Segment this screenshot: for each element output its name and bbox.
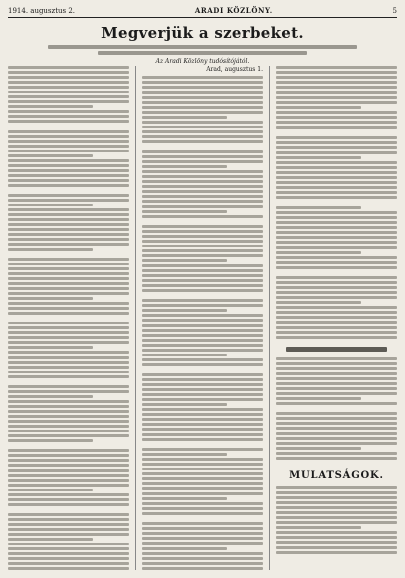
text-line-placeholder: [8, 208, 129, 211]
text-line-placeholder: [8, 297, 93, 300]
text-line-placeholder: [276, 81, 397, 84]
text-line-placeholder: [142, 438, 263, 441]
text-line-placeholder: [142, 175, 263, 178]
text-line-placeholder: [8, 547, 129, 550]
text-line-placeholder: [276, 186, 397, 189]
text-line-placeholder: [142, 111, 263, 114]
text-line-placeholder: [8, 543, 129, 546]
text-line-placeholder: [276, 256, 397, 259]
text-line-placeholder: [276, 377, 397, 380]
text-line-placeholder: [276, 326, 397, 329]
text-line-placeholder: [142, 458, 263, 461]
text-line-placeholder: [142, 354, 227, 357]
text-line-placeholder: [276, 511, 397, 514]
text-line-placeholder: [276, 276, 397, 279]
text-line-placeholder: [142, 472, 263, 475]
text-line-placeholder: [276, 226, 397, 229]
text-line-placeholder: [8, 493, 129, 496]
text-column-2: [135, 66, 263, 570]
text-line-placeholder: [276, 452, 397, 455]
text-line-placeholder: [276, 301, 361, 304]
text-line-placeholder: [276, 91, 397, 94]
text-line-placeholder: [8, 336, 129, 339]
text-line-placeholder: [8, 243, 129, 246]
text-line-placeholder: [8, 105, 93, 108]
article-byline: Az Aradi Közlöny tudósítójától.: [155, 58, 250, 65]
text-line-placeholder: [8, 533, 129, 536]
text-line-placeholder: [142, 215, 263, 218]
text-line-placeholder: [142, 383, 263, 386]
text-line-placeholder: [8, 425, 129, 428]
text-line-placeholder: [142, 96, 263, 99]
text-line-placeholder: [142, 254, 263, 257]
text-line-placeholder: [276, 417, 397, 420]
text-line-placeholder: [142, 304, 263, 307]
text-line-placeholder: [276, 551, 397, 554]
text-line-placeholder: [8, 228, 129, 231]
text-line-placeholder: [142, 373, 263, 376]
page-number: 5: [392, 7, 397, 15]
text-line-placeholder: [8, 81, 129, 84]
text-line-placeholder: [276, 266, 397, 269]
text-line-placeholder: [8, 484, 129, 487]
text-line-placeholder: [276, 106, 361, 109]
text-line-placeholder: [8, 356, 129, 359]
text-line-placeholder: [142, 487, 263, 490]
text-line-placeholder: [8, 150, 129, 153]
text-line-placeholder: [142, 423, 263, 426]
text-line-placeholder: [276, 156, 361, 159]
text-line-placeholder: [142, 433, 263, 436]
text-line-placeholder: [8, 385, 129, 388]
text-line-placeholder: [8, 518, 129, 521]
text-line-placeholder: [276, 191, 397, 194]
text-line-placeholder: [276, 372, 397, 375]
text-line-placeholder: [142, 279, 263, 282]
text-line-placeholder: [276, 541, 397, 544]
text-line-placeholder: [8, 415, 129, 418]
text-line-placeholder: [142, 165, 227, 168]
text-line-placeholder: [276, 291, 397, 294]
text-line-placeholder: [8, 459, 129, 462]
text-line-placeholder: [276, 151, 397, 154]
text-line-placeholder: [142, 274, 263, 277]
text-line-placeholder: [8, 199, 129, 202]
text-line-placeholder: [142, 81, 263, 84]
text-line-placeholder: [8, 489, 93, 492]
text-line-placeholder: [276, 321, 397, 324]
text-line-placeholder: [276, 316, 397, 319]
text-line-placeholder: [276, 531, 397, 534]
text-line-placeholder: [8, 322, 129, 325]
text-line-placeholder: [142, 200, 263, 203]
text-line-placeholder: [8, 302, 129, 305]
text-line-placeholder: [142, 522, 263, 525]
text-line-placeholder: [8, 479, 129, 482]
text-line-placeholder: [8, 292, 129, 295]
text-line-placeholder: [276, 296, 397, 299]
text-line-placeholder: [276, 281, 397, 284]
article-subheadline-unreadable: [48, 45, 357, 49]
text-line-placeholder: [8, 523, 129, 526]
issue-date: 1914. augusztus 2.: [8, 7, 76, 15]
text-line-placeholder: [8, 267, 129, 270]
text-line-placeholder: [142, 240, 263, 243]
article-dateline: Arad, augusztus 1.: [206, 66, 263, 73]
text-line-placeholder: [276, 221, 397, 224]
text-line-placeholder: [142, 91, 263, 94]
text-line-placeholder: [276, 382, 397, 385]
text-line-placeholder: [8, 454, 129, 457]
text-line-placeholder: [276, 402, 397, 405]
text-line-placeholder: [142, 76, 263, 79]
text-line-placeholder: [142, 155, 263, 158]
text-line-placeholder: [8, 371, 129, 374]
text-line-placeholder: [276, 251, 361, 254]
text-line-placeholder: [142, 195, 263, 198]
text-line-placeholder: [8, 184, 129, 187]
text-line-placeholder: [276, 146, 397, 149]
section-headline-unreadable: [286, 347, 387, 352]
text-line-placeholder: [142, 537, 263, 540]
text-line-placeholder: [142, 225, 263, 228]
text-line-placeholder: [8, 71, 129, 74]
text-line-placeholder: [276, 427, 397, 430]
text-line-placeholder: [276, 526, 361, 529]
text-line-placeholder: [142, 150, 263, 153]
text-line-placeholder: [8, 434, 129, 437]
text-line-placeholder: [142, 334, 263, 337]
text-line-placeholder: [276, 457, 397, 460]
text-line-placeholder: [8, 341, 129, 344]
text-line-placeholder: [8, 263, 129, 266]
text-line-placeholder: [276, 241, 397, 244]
text-line-placeholder: [8, 439, 93, 442]
text-line-placeholder: [8, 86, 129, 89]
text-line-placeholder: [8, 258, 129, 261]
text-line-placeholder: [276, 166, 397, 169]
text-line-placeholder: [8, 194, 129, 197]
text-line-placeholder: [142, 339, 263, 342]
text-line-placeholder: [8, 110, 129, 113]
text-line-placeholder: [8, 375, 129, 378]
text-line-placeholder: [142, 135, 263, 138]
text-line-placeholder: [142, 324, 263, 327]
text-line-placeholder: [142, 101, 263, 104]
text-line-placeholder: [276, 181, 397, 184]
text-line-placeholder: [276, 412, 397, 415]
text-line-placeholder: [276, 536, 397, 539]
text-line-placeholder: [276, 71, 397, 74]
text-line-placeholder: [8, 282, 129, 285]
text-line-placeholder: [142, 126, 263, 129]
text-line-placeholder: [8, 248, 93, 251]
text-line-placeholder: [142, 264, 263, 267]
text-line-placeholder: [276, 136, 397, 139]
text-line-placeholder: [276, 66, 397, 69]
text-line-placeholder: [8, 100, 129, 103]
text-line-placeholder: [142, 463, 263, 466]
text-line-placeholder: [142, 140, 263, 143]
text-line-placeholder: [142, 309, 227, 312]
text-line-placeholder: [8, 430, 129, 433]
article-subheadline-unreadable-2: [98, 51, 307, 55]
text-line-placeholder: [142, 190, 263, 193]
text-line-placeholder: [142, 160, 263, 163]
text-line-placeholder: [8, 449, 129, 452]
text-line-placeholder: [276, 367, 397, 370]
text-line-placeholder: [142, 319, 263, 322]
text-line-placeholder: [142, 497, 227, 500]
text-line-placeholder: [8, 66, 129, 69]
text-line-placeholder: [276, 171, 397, 174]
text-line-placeholder: [8, 130, 129, 133]
text-line-placeholder: [276, 491, 397, 494]
text-line-placeholder: [276, 506, 397, 509]
text-line-placeholder: [8, 277, 129, 280]
text-line-placeholder: [8, 159, 129, 162]
text-line-placeholder: [8, 164, 129, 167]
text-line-placeholder: [276, 387, 397, 390]
text-line-placeholder: [142, 299, 263, 302]
text-line-placeholder: [142, 408, 263, 411]
text-line-placeholder: [276, 211, 397, 214]
text-line-placeholder: [8, 513, 129, 516]
text-line-placeholder: [276, 336, 397, 339]
text-line-placeholder: [142, 547, 227, 550]
text-line-placeholder: [142, 185, 263, 188]
text-line-placeholder: [8, 528, 129, 531]
text-line-placeholder: [142, 403, 227, 406]
text-line-placeholder: [276, 236, 397, 239]
text-line-placeholder: [276, 331, 397, 334]
text-line-placeholder: [142, 210, 227, 213]
text-line-placeholder: [142, 363, 263, 366]
text-line-placeholder: [276, 501, 397, 504]
text-line-placeholder: [8, 115, 129, 118]
article-columns: [8, 66, 397, 570]
text-line-placeholder: [276, 392, 397, 395]
text-line-placeholder: [8, 464, 129, 467]
text-line-placeholder: [276, 176, 397, 179]
text-line-placeholder: [142, 453, 227, 456]
text-line-placeholder: [8, 395, 93, 398]
text-line-placeholder: [142, 205, 263, 208]
text-line-placeholder: [142, 552, 263, 555]
text-line-placeholder: [8, 154, 93, 157]
text-line-placeholder: [8, 562, 129, 565]
text-line-placeholder: [8, 218, 129, 221]
text-line-placeholder: [276, 306, 397, 309]
text-line-placeholder: [8, 120, 129, 123]
text-line-placeholder: [142, 358, 263, 361]
text-line-placeholder: [142, 249, 263, 252]
text-line-placeholder: [276, 86, 397, 89]
text-line-placeholder: [276, 246, 397, 249]
text-line-placeholder: [8, 233, 129, 236]
text-line-placeholder: [276, 362, 397, 365]
text-line-placeholder: [142, 289, 263, 292]
text-line-placeholder: [276, 432, 397, 435]
text-line-placeholder: [142, 230, 263, 233]
text-line-placeholder: [142, 492, 263, 495]
text-line-placeholder: [276, 111, 397, 114]
text-line-placeholder: [8, 169, 129, 172]
text-line-placeholder: [8, 474, 129, 477]
text-line-placeholder: [142, 448, 263, 451]
text-line-placeholder: [142, 542, 263, 545]
text-line-placeholder: [142, 557, 263, 560]
text-line-placeholder: [276, 447, 361, 450]
text-line-placeholder: [8, 351, 129, 354]
text-line-placeholder: [8, 538, 93, 541]
text-line-placeholder: [8, 238, 129, 241]
text-line-placeholder: [276, 206, 361, 209]
text-line-placeholder: [142, 378, 263, 381]
text-line-placeholder: [276, 496, 397, 499]
text-line-placeholder: [276, 357, 397, 360]
text-line-placeholder: [142, 235, 263, 238]
newspaper-title: ARADI KÖZLÖNY.: [194, 6, 273, 15]
text-line-placeholder: [8, 361, 129, 364]
text-line-placeholder: [276, 516, 397, 519]
text-line-placeholder: [142, 86, 263, 89]
text-line-placeholder: [8, 400, 129, 403]
section-title: MULATSÁGOK.: [289, 470, 384, 481]
text-line-placeholder: [8, 390, 129, 393]
text-column-1: [8, 66, 129, 570]
masthead: [8, 6, 397, 18]
text-line-placeholder: [276, 311, 397, 314]
text-line-placeholder: [142, 398, 263, 401]
text-line-placeholder: [8, 135, 129, 138]
text-line-placeholder: [142, 121, 263, 124]
text-line-placeholder: [8, 204, 93, 207]
text-line-placeholder: [8, 91, 129, 94]
text-line-placeholder: [8, 76, 129, 79]
text-line-placeholder: [8, 307, 129, 310]
text-line-placeholder: [142, 314, 263, 317]
text-line-placeholder: [8, 366, 129, 369]
text-line-placeholder: [142, 418, 263, 421]
text-line-placeholder: [142, 413, 263, 416]
text-line-placeholder: [8, 213, 129, 216]
text-line-placeholder: [142, 170, 263, 173]
text-line-placeholder: [8, 145, 129, 148]
text-line-placeholder: [8, 346, 93, 349]
text-line-placeholder: [142, 106, 263, 109]
text-line-placeholder: [8, 420, 129, 423]
text-line-placeholder: [8, 469, 129, 472]
text-line-placeholder: [142, 116, 227, 119]
article-headline: Megverjük a szerbeket.: [101, 24, 304, 42]
text-line-placeholder: [276, 521, 397, 524]
text-line-placeholder: [142, 259, 227, 262]
text-line-placeholder: [142, 180, 263, 183]
text-line-placeholder: [142, 245, 263, 248]
text-line-placeholder: [276, 261, 397, 264]
text-line-placeholder: [8, 179, 129, 182]
text-line-placeholder: [8, 326, 129, 329]
text-line-placeholder: [8, 223, 129, 226]
text-line-placeholder: [8, 503, 129, 506]
text-line-placeholder: [276, 397, 361, 400]
text-line-placeholder: [8, 331, 129, 334]
text-line-placeholder: [276, 442, 397, 445]
text-line-placeholder: [8, 567, 129, 570]
text-line-placeholder: [142, 388, 263, 391]
text-line-placeholder: [142, 428, 263, 431]
text-line-placeholder: [142, 284, 263, 287]
text-line-placeholder: [142, 130, 263, 133]
text-line-placeholder: [142, 562, 263, 565]
text-line-placeholder: [276, 121, 397, 124]
text-line-placeholder: [276, 161, 397, 164]
text-line-placeholder: [142, 527, 263, 530]
text-line-placeholder: [142, 507, 263, 510]
text-line-placeholder: [8, 557, 129, 560]
text-line-placeholder: [276, 437, 397, 440]
text-line-placeholder: [8, 552, 129, 555]
text-line-placeholder: [276, 216, 397, 219]
text-line-placeholder: [276, 76, 397, 79]
text-line-placeholder: [8, 498, 129, 501]
text-line-placeholder: [8, 410, 129, 413]
text-line-placeholder: [276, 96, 397, 99]
text-line-placeholder: [142, 502, 263, 505]
text-line-placeholder: [8, 95, 129, 98]
text-line-placeholder: [276, 231, 397, 234]
text-line-placeholder: [142, 329, 263, 332]
text-line-placeholder: [8, 174, 129, 177]
text-line-placeholder: [8, 405, 129, 408]
text-line-placeholder: [8, 272, 129, 275]
text-line-placeholder: [142, 532, 263, 535]
text-line-placeholder: [276, 141, 397, 144]
text-line-placeholder: [142, 512, 263, 515]
text-line-placeholder: [142, 349, 263, 352]
text-line-placeholder: [142, 344, 263, 347]
text-line-placeholder: [142, 269, 263, 272]
text-line-placeholder: [276, 286, 397, 289]
text-line-placeholder: [276, 126, 397, 129]
text-line-placeholder: [276, 196, 397, 199]
text-line-placeholder: [142, 477, 263, 480]
text-line-placeholder: [142, 468, 263, 471]
text-line-placeholder: [276, 422, 397, 425]
text-line-placeholder: [276, 486, 397, 489]
text-line-placeholder: [8, 287, 129, 290]
text-line-placeholder: [276, 101, 397, 104]
text-column-3: [269, 66, 397, 570]
text-line-placeholder: [142, 567, 263, 570]
text-line-placeholder: [276, 116, 397, 119]
text-line-placeholder: [8, 312, 129, 315]
text-line-placeholder: [8, 140, 129, 143]
text-line-placeholder: [142, 393, 263, 396]
text-line-placeholder: [142, 482, 263, 485]
text-line-placeholder: [276, 546, 397, 549]
